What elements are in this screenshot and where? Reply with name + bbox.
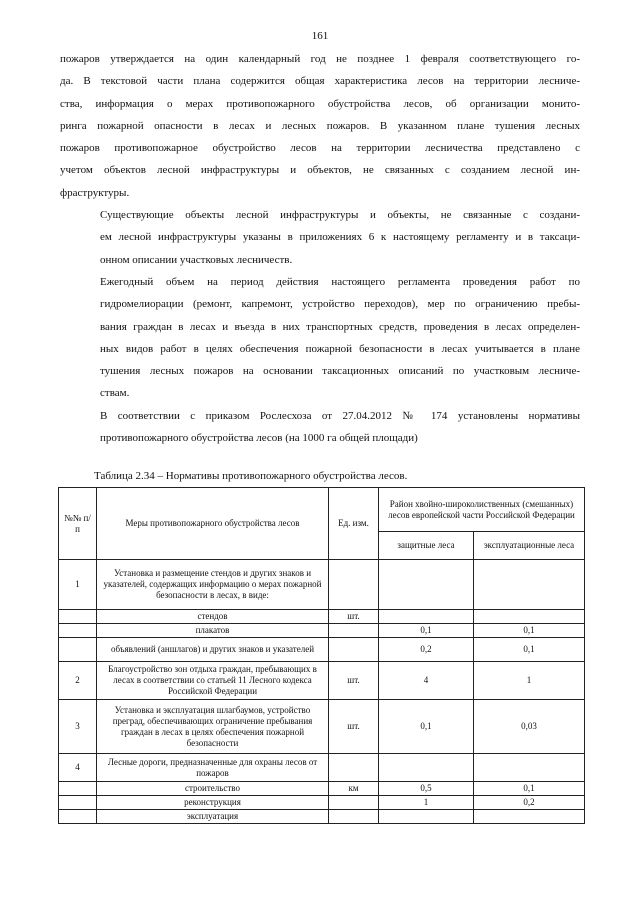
row-exploitation-cell: 0,2 (474, 796, 585, 810)
table-row (59, 624, 585, 638)
row-num-cell: 4 (59, 754, 97, 782)
row-unit-cell (329, 754, 379, 782)
row-exploitation-cell: 0,1 (474, 638, 585, 662)
text-line: ствам. (100, 387, 130, 400)
row-measure-cell: реконструкция (97, 796, 329, 810)
paragraph (60, 405, 580, 450)
row-num-cell: 2 (59, 662, 97, 700)
text-line: ринга пожарной опасности в лесах и лесных пожаров. В указанном плане тушения лесных (60, 119, 580, 132)
row-protective-cell: 0,1 (379, 624, 474, 638)
row-num-cell (59, 610, 97, 624)
row-measure-cell: плакатов (97, 624, 329, 638)
table-row (59, 796, 585, 810)
row-unit-cell (329, 560, 379, 610)
row-exploitation-cell: 0,03 (474, 700, 585, 754)
row-num-cell: 1 (59, 560, 97, 610)
row-num-cell: 3 (59, 700, 97, 754)
text-line: пожаров противопожарное обустройство лесов на территории лесничества представлено с (60, 142, 580, 155)
table-row (59, 754, 585, 782)
row-protective-cell (379, 810, 474, 824)
header-measure: Меры противопожарного обустройства лесов (97, 488, 329, 560)
row-exploitation-cell: 1 (474, 662, 585, 700)
paragraph (60, 204, 580, 271)
row-unit-cell: шт. (329, 610, 379, 624)
norms-table (58, 487, 585, 824)
row-exploitation-cell (474, 610, 585, 624)
text-line: учетом объектов лесной инфраструктуры и объектов, не связанных с созданием лесной ин- (60, 164, 580, 177)
text-line: гидромелиорации (ремонт, капремонт, устройство переходов), мер по ограничению пребы- (100, 298, 580, 311)
row-measure-cell: Установка и размещение стендов и других знаков и указателей, содержащих информацию о мерах пожарной безопасности в лесах, в виде: (97, 560, 329, 610)
table-row (59, 810, 585, 824)
header-unit: Ед. изм. (329, 488, 379, 560)
page-number: 161 (311, 30, 329, 42)
row-unit-cell: шт. (329, 700, 379, 754)
row-protective-cell: 4 (379, 662, 474, 700)
text-line: фраструктуры. (60, 186, 130, 199)
row-measure-cell: эксплуатация (97, 810, 329, 824)
row-num-cell (59, 638, 97, 662)
table-caption: Таблица 2.34 – Нормативы противопожарного обустройства лесов. (94, 470, 408, 482)
row-measure-cell: Благоустройство зон отдыха граждан, пребывающих в лесах в соответствии со статьей 11 Лесного кодекса Российской Федерации (97, 662, 329, 700)
row-num-cell (59, 624, 97, 638)
text-line: вания граждан в лесах и въезда в них транспортных средств, проведения в лесах определен- (100, 320, 580, 333)
row-exploitation-cell (474, 810, 585, 824)
header-protective: защитные леса (379, 532, 474, 560)
text-line: Ежегодный объем на период действия настоящего регламента проведения работ по (100, 275, 580, 288)
row-protective-cell (379, 610, 474, 624)
text-line: противопожарного обустройства лесов (на 1000 га общей площади) (100, 432, 418, 445)
row-unit-cell (329, 810, 379, 824)
row-measure-cell: Установка и эксплуатация шлагбаумов, устройство преград, обеспечивающих ограничение пребывания граждан в лесах в целях обеспечения пожарной безопасности (97, 700, 329, 754)
row-unit-cell: км (329, 782, 379, 796)
table-row (59, 662, 585, 700)
text-line: В соответствии с приказом Рослесхоза от 27.04.2012 № 174 установлены нормативы (100, 409, 580, 422)
header-num: №№ п/п (59, 488, 97, 560)
paragraph (60, 271, 580, 405)
row-unit-cell: шт. (329, 662, 379, 700)
table-row (59, 782, 585, 796)
row-exploitation-cell (474, 560, 585, 610)
row-exploitation-cell: 0,1 (474, 782, 585, 796)
body-text (60, 48, 580, 449)
text-line: да. В текстовой части плана содержится общая характеристика лесов на территории лесниче- (60, 75, 580, 88)
text-line: пожаров утверждается на один календарный год не позднее 1 февраля соответствующего го- (60, 53, 580, 65)
row-measure-cell: строительство (97, 782, 329, 796)
table-row (59, 700, 585, 754)
paragraph (60, 48, 580, 204)
row-num-cell (59, 810, 97, 824)
row-protective-cell: 0,5 (379, 782, 474, 796)
table-row (59, 610, 585, 624)
table-row (59, 560, 585, 610)
row-protective-cell (379, 560, 474, 610)
row-protective-cell: 0,2 (379, 638, 474, 662)
row-exploitation-cell: 0,1 (474, 624, 585, 638)
row-measure-cell: стендов (97, 610, 329, 624)
row-unit-cell (329, 638, 379, 662)
table-row (59, 638, 585, 662)
row-measure-cell: объявлений (аншлагов) и других знаков и указателей (97, 638, 329, 662)
row-num-cell (59, 796, 97, 810)
text-line: онном описании участковых лесничеств. (100, 253, 293, 266)
row-protective-cell: 1 (379, 796, 474, 810)
text-line: тушения лесных пожаров на основании таксационных описаний по участковым лесниче- (100, 365, 580, 378)
text-line: ных видов работ в целях обеспечения пожарной безопасности в лесах учитывается в плане (100, 342, 580, 355)
text-line: ства, информация о мерах противопожарного обустройства лесов, об организации монито- (60, 97, 580, 110)
row-num-cell (59, 782, 97, 796)
row-unit-cell (329, 796, 379, 810)
row-exploitation-cell (474, 754, 585, 782)
row-measure-cell: Лесные дороги, предназначенные для охраны лесов от пожаров (97, 754, 329, 782)
text-line: ем лесной инфраструктуры указаны в приложениях 6 к настоящему регламенту и в таксаци- (100, 231, 580, 244)
header-exploitation: эксплуатационные леса (474, 532, 585, 560)
row-protective-cell: 0,1 (379, 700, 474, 754)
text-line: Существующие объекты лесной инфраструктуры и объекты, не связанные с создани- (100, 209, 580, 222)
header-region: Район хвойно-широколиственных (смешанных) лесов европейской части Российской Федерации (379, 488, 585, 532)
row-protective-cell (379, 754, 474, 782)
row-unit-cell (329, 624, 379, 638)
